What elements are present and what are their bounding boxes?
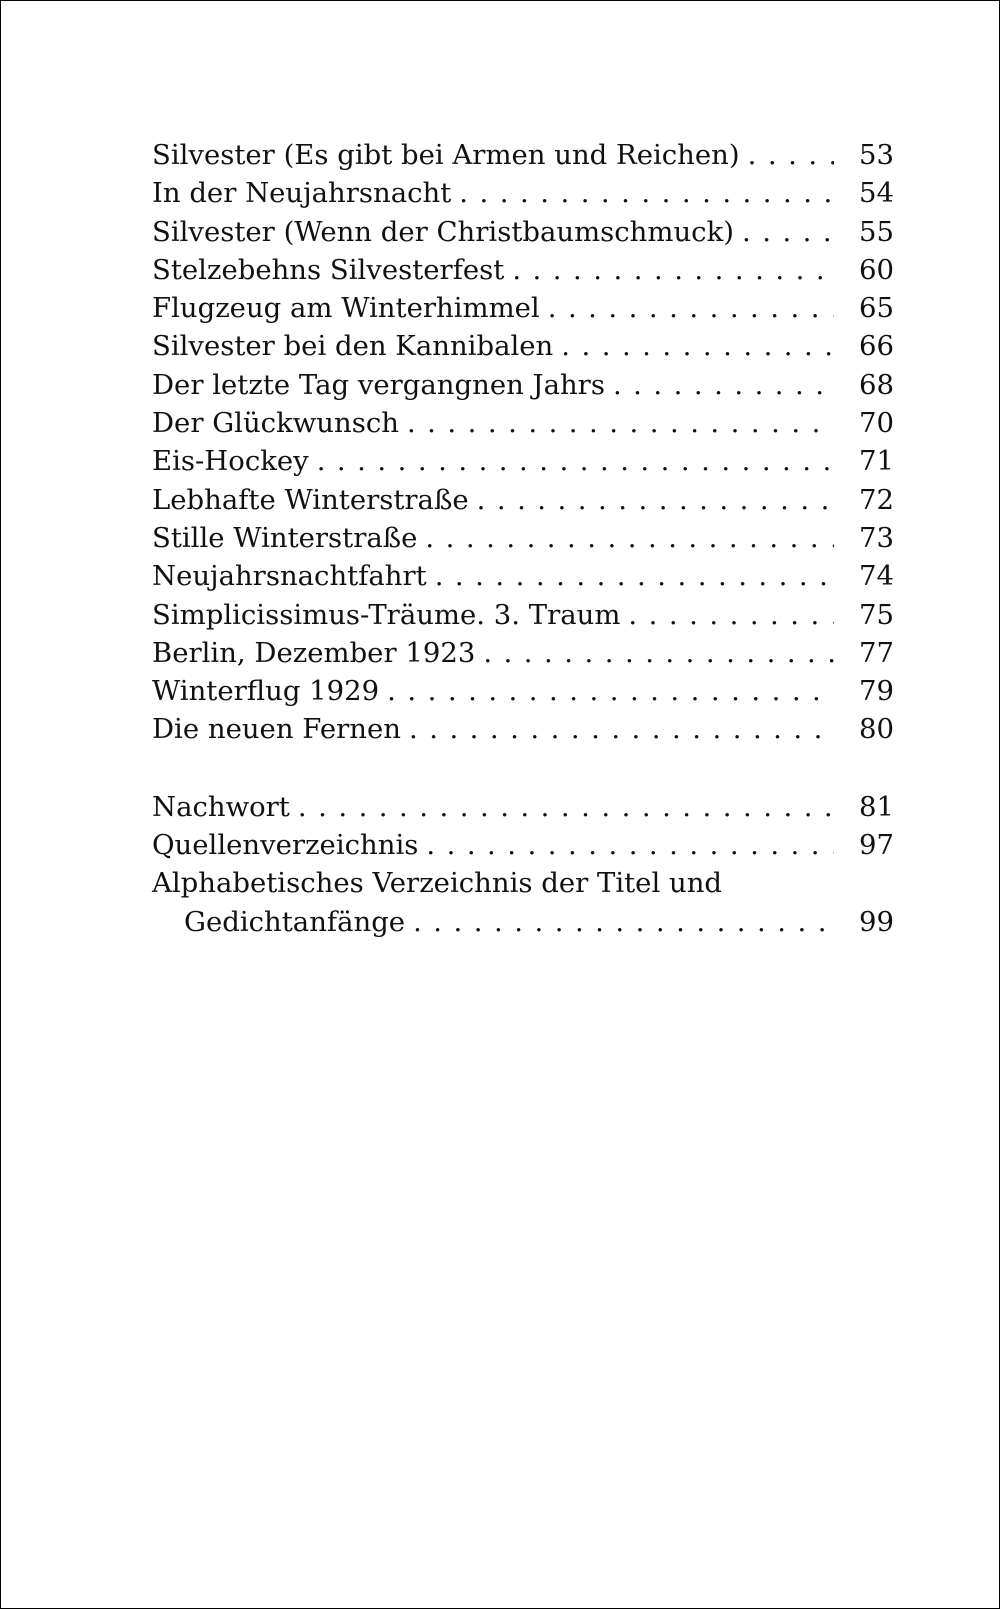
toc-entry-title: Gedichtanfänge [184, 905, 406, 938]
dot-leader [387, 672, 834, 710]
toc-entry [152, 366, 894, 404]
toc-entry [152, 634, 894, 672]
dot-leader [413, 903, 834, 941]
toc-entry-title: Neujahrsnachtfahrt [152, 560, 427, 593]
toc-entry [152, 404, 894, 442]
toc-entry [152, 788, 894, 826]
toc-entry-page: 79 [859, 675, 894, 708]
toc-entry-title: Der letzte Tag vergangnen Jahrs [152, 368, 605, 401]
toc-entry-page: 55 [859, 215, 894, 248]
toc-entry-title: Die neuen Fernen [152, 713, 401, 746]
toc-entry-multiline-first: Alphabetisches Verzeichnis der Titel und [152, 867, 723, 900]
toc-entry-page: 73 [859, 521, 894, 554]
dot-leader [459, 174, 834, 212]
dot-leader [628, 596, 834, 634]
table-of-contents [152, 136, 894, 941]
dot-leader [407, 404, 834, 442]
dot-leader [317, 442, 834, 480]
toc-entry-page: 54 [859, 177, 894, 210]
toc-entry [152, 136, 894, 174]
toc-entry-page: 71 [859, 445, 894, 478]
toc-entry-page: 65 [859, 292, 894, 325]
dot-leader [426, 826, 834, 864]
toc-entry-page: 70 [859, 407, 894, 440]
dot-leader [561, 327, 834, 365]
toc-entry-page: 68 [859, 368, 894, 401]
toc-entry [152, 442, 894, 480]
dot-leader [748, 136, 834, 174]
toc-entry-page: 81 [859, 790, 894, 823]
toc-entry-title: Der Glückwunsch [152, 407, 399, 440]
toc-entry [152, 672, 894, 710]
dot-leader [477, 481, 834, 519]
toc-entry-title: Stelzebehns Silvesterfest [152, 253, 505, 286]
toc-entry-page: 80 [859, 713, 894, 746]
toc-entry-page: 72 [859, 483, 894, 516]
dot-leader [613, 366, 834, 404]
toc-entry [152, 519, 894, 557]
toc-entry [152, 289, 894, 327]
dot-leader [512, 251, 834, 289]
dot-leader [298, 788, 834, 826]
toc-entry [152, 213, 894, 251]
toc-entry-title: Simplicissimus-Träume. 3. Traum [152, 598, 621, 631]
toc-entry-page: 60 [859, 253, 894, 286]
toc-entry [152, 174, 894, 212]
toc-entry [152, 710, 894, 748]
toc-entry-page: 77 [859, 636, 894, 669]
toc-entry-title: Flugzeug am Winterhimmel [152, 292, 540, 325]
toc-entry [152, 596, 894, 634]
toc-entry-page: 66 [859, 330, 894, 363]
toc-entry-title: Quellenverzeichnis [152, 829, 419, 862]
dot-leader [425, 519, 834, 557]
toc-entry-page: 53 [859, 139, 894, 171]
toc-entry-title: Nachwort [152, 790, 290, 823]
toc-main-section [152, 136, 894, 749]
toc-entry-title: In der Neujahrsnacht [152, 177, 452, 210]
toc-entry [152, 557, 894, 595]
toc-entry [152, 327, 894, 365]
toc-entry [152, 826, 894, 864]
dot-leader [409, 710, 834, 748]
toc-entry-title: Winterflug 1929 [152, 675, 380, 708]
toc-entry-title: Silvester (Es gibt bei Armen und Reichen) [152, 139, 740, 171]
toc-entry-title: Silvester (Wenn der Christbaumschmuck) [152, 215, 734, 248]
toc-entry-title: Silvester bei den Kannibalen [152, 330, 554, 363]
toc-entry-title: Eis-Hockey [152, 445, 309, 478]
toc-entry-title: Lebhafte Winterstraße [152, 483, 469, 516]
toc-entry-page: 74 [859, 560, 894, 593]
toc-entry [152, 251, 894, 289]
toc-entry [152, 481, 894, 519]
dot-leader [742, 213, 834, 251]
toc-entry-page: 99 [859, 905, 894, 938]
dot-leader [435, 557, 834, 595]
dot-leader [483, 634, 834, 672]
toc-appendix-section [152, 788, 894, 941]
toc-entry [152, 903, 894, 941]
dot-leader [548, 289, 834, 327]
toc-entry-page: 75 [859, 598, 894, 631]
toc-entry-title: Stille Winterstraße [152, 521, 418, 554]
toc-entry-page: 97 [859, 829, 894, 862]
toc-entry-title: Berlin, Dezember 1923 [152, 636, 476, 669]
